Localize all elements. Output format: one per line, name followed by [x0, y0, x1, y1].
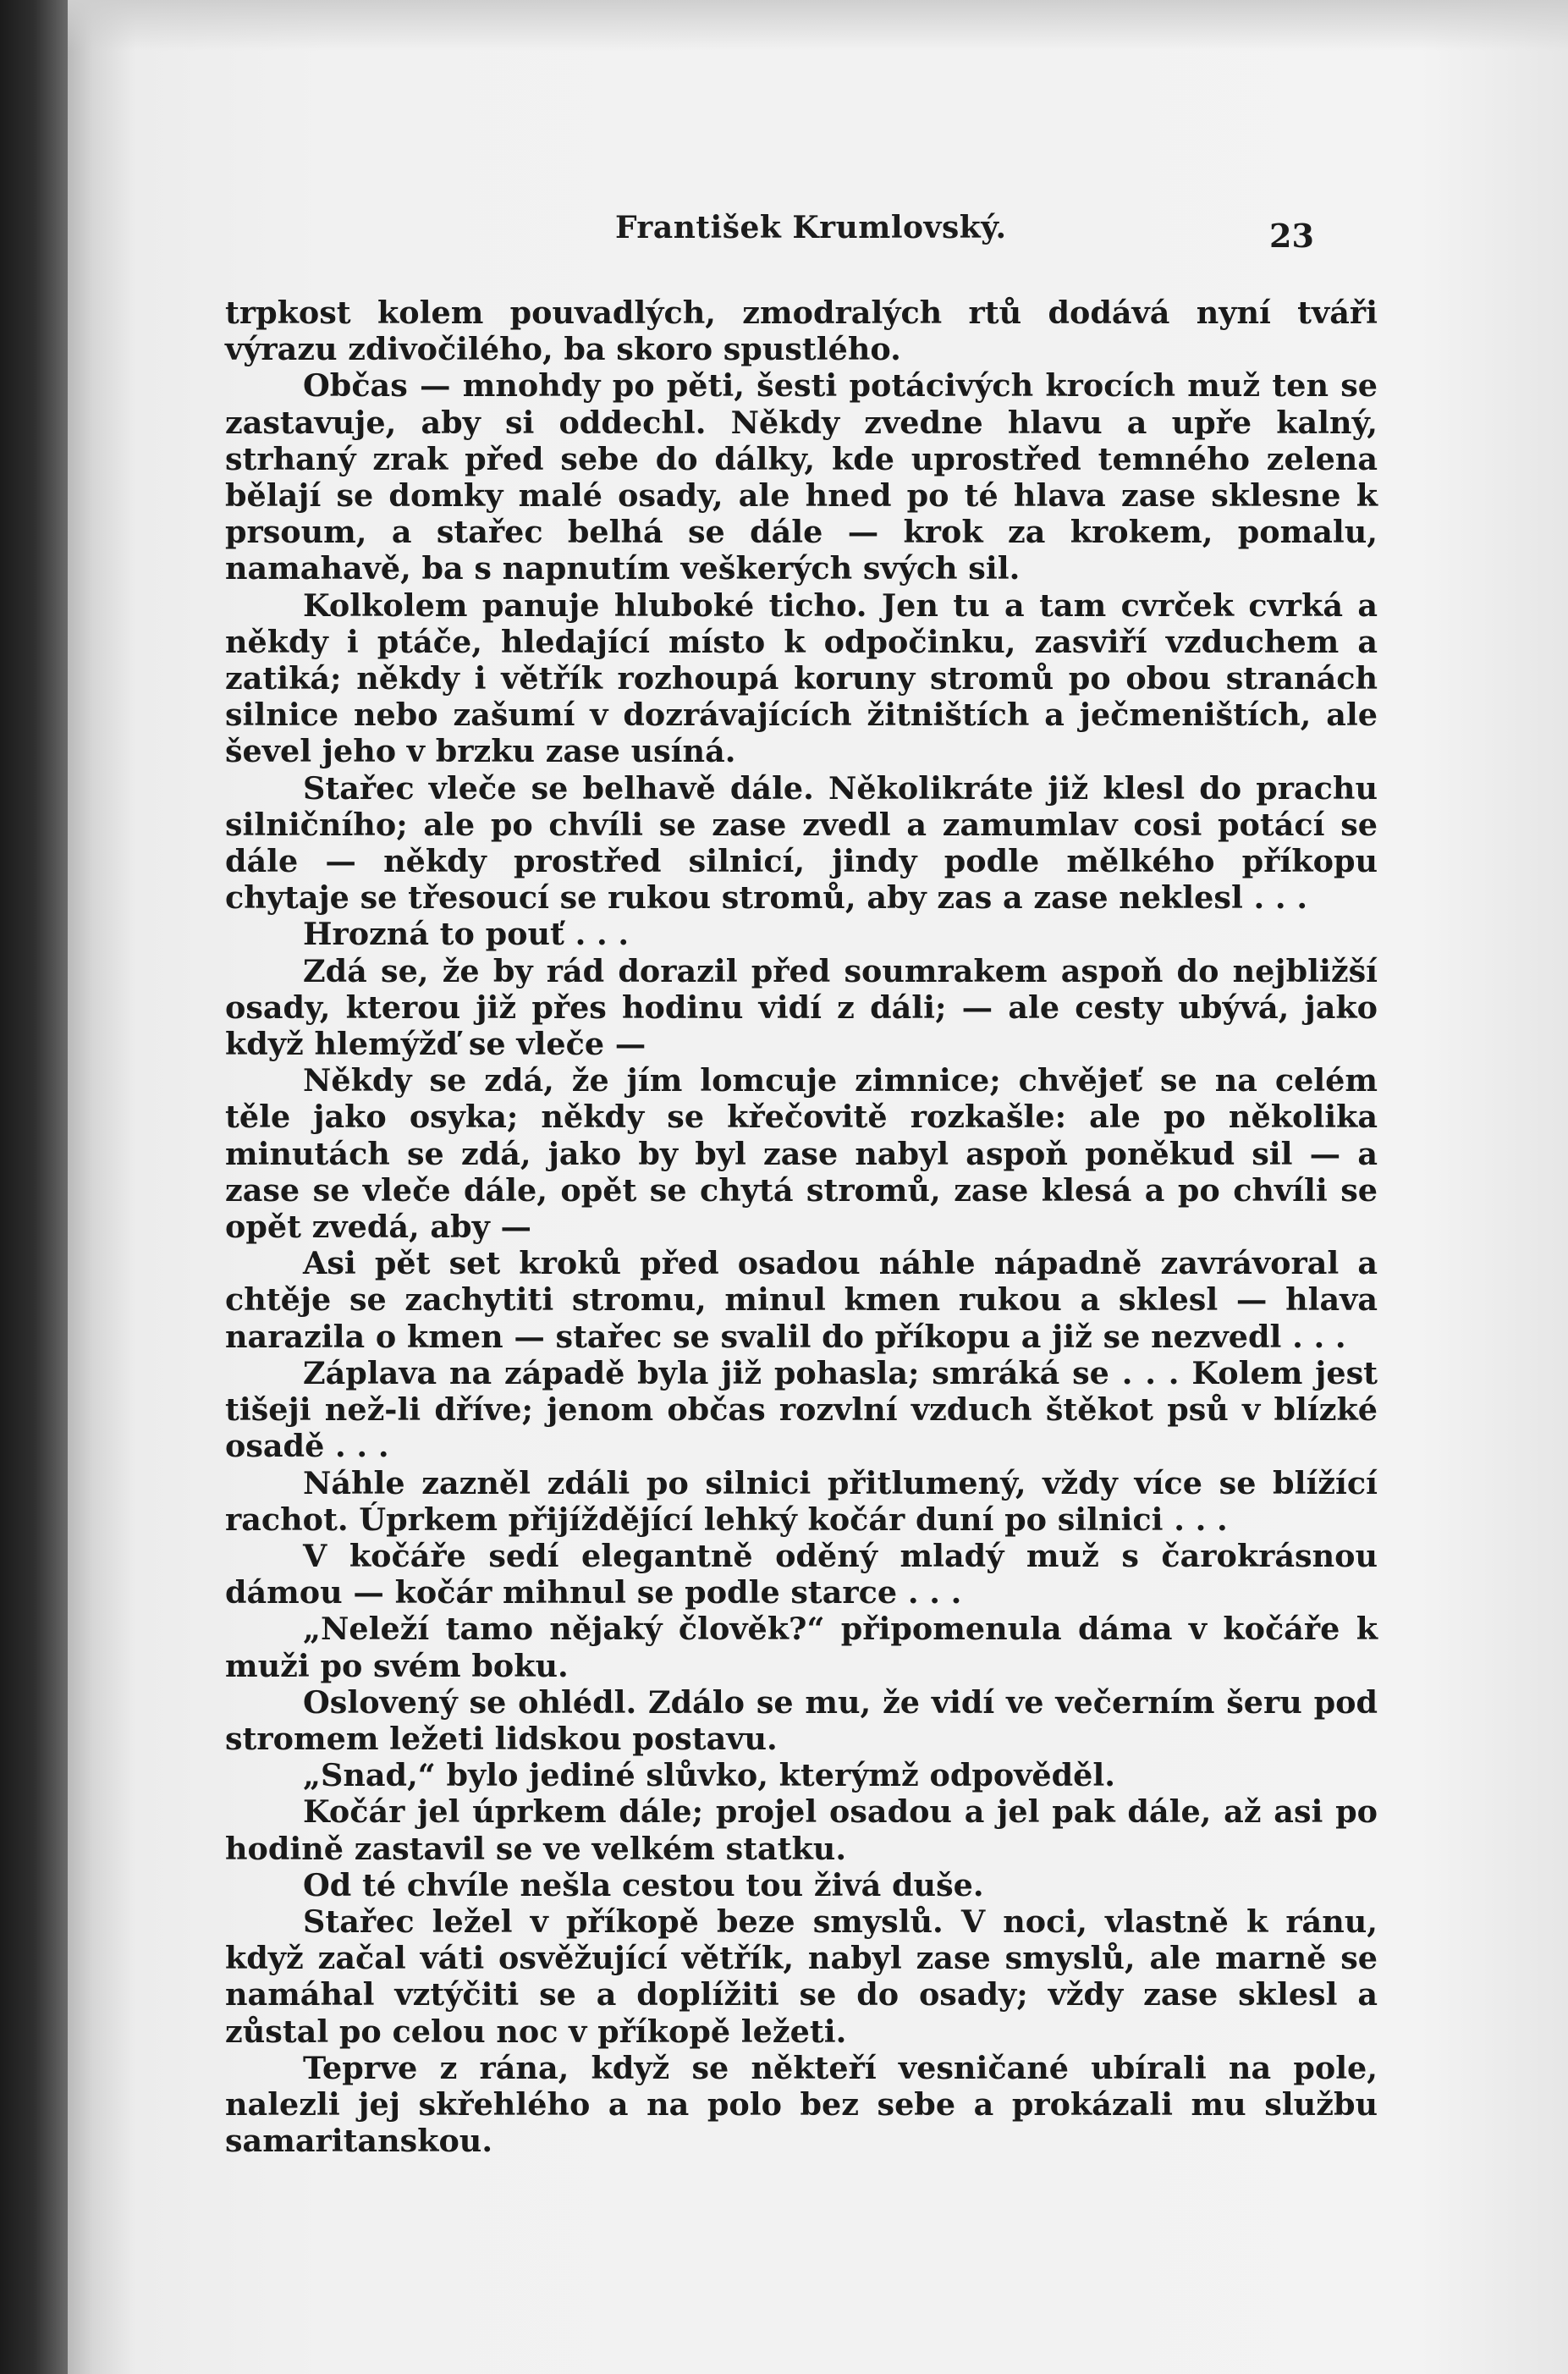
paragraph-10: Náhle zazněl zdáli po silnici přitlumený, vždy více se blížící rachot. Úprkem přijíždějící lehký kočár duní po silnici . . .: [225, 1464, 1378, 1538]
paragraph-8: Asi pět set kroků před osadou náhle nápadně zavrávoral a chtěje se zachytiti stromu, minul kmen rukou a sklesl — hlava narazila o kmen — stařec se svalil do příkopu a již se nezvedl . . .: [225, 1245, 1378, 1355]
paragraph-9: Záplava na západě byla již pohasla; smráká se . . . Kolem jest tišeji než-li dříve; jenom občas rozvlní vzduch štěkot psů v blízké osadě . . .: [225, 1354, 1378, 1465]
paragraph-11: V kočáře sedí elegantně oděný mladý muž s čarokrásnou dámou — kočár mihnul se podle starce . . .: [225, 1537, 1378, 1611]
paragraph-1: trpkost kolem pouvadlých, zmodralých rtů dodává nyní tváři výrazu zdivočilého, ba skoro spustlého.: [225, 295, 1378, 368]
paragraph-16: Od té chvíle nešla cestou tou živá duše.: [303, 1866, 984, 1903]
paragraph-5: Hrozná to pouť . . .: [303, 916, 630, 953]
paragraph-4: Stařec vleče se belhavě dále. Několikráte již klesl do prachu silničního; ale po chvíli se zase zvedl a zamumlav cosi potácí se dále — někdy prostřed silnicí, jindy podle mělkého příkopu chytaje se třesoucí se rukou stromů, aby zas a zase neklesl . . .: [225, 769, 1378, 917]
paragraph-6: Zdá se, že by rád dorazil před soumrakem aspoň do nejbližší osady, kterou již přes hodinu vidí z dáli; — ale cesty ubývá, jako když hlemýžď se vleče —: [225, 952, 1378, 1063]
paragraph-2: Občas — mnohdy po pěti, šesti potácivých krocích muž ten se zastavuje, aby si oddechl. Někdy zvedne hlavu a upře kalný, strhaný zrak před sebe do dálky, kde uprostřed temného zelena bělají se domky malé osady, ale hned po té hlava zase sklesne k prsoum, a stařec belhá se dále — krok za krokem, pomalu, namahavě, ba s napnutím veškerých svých sil.: [225, 367, 1378, 587]
running-head: František Krumlovský.: [615, 210, 1007, 245]
page-header: [68, 210, 1568, 261]
paragraph-7: Někdy se zdá, že jím lomcuje zimnice; chvějeť se na celém těle jako osyka; někdy se křečovitě rozkašle: ale po několika minutách se zdá, jako by byl zase nabyl aspoň poněkud sil — a zase se vleče dále, opět se chytá stromů, zase klesá a po chvíli se opět zvedá, aby —: [225, 1062, 1378, 1246]
paragraph-14: „Snad,“ bylo jediné slůvko, kterýmž odpověděl.: [303, 1757, 1115, 1794]
paragraph-13: Oslovený se ohlédl. Zdálo se mu, že vidí ve večerním šeru pod stromem ležeti lidskou postavu.: [225, 1683, 1378, 1757]
paragraph-3: Kolkolem panuje hluboké ticho. Jen tu a tam cvrček cvrká a někdy i ptáče, hledající místo k odpočinku, zasviří vzduchem a zatiká; někdy i větřík rozhoupá koruny stromů po obou stranách silnice nebo zašumí v dozrávajících žitništích a ječmeništích, ale ševel jeho v brzku zase usíná.: [225, 587, 1378, 770]
paragraph-12: „Neleží tamo nějaký člověk?“ připomenula dáma v kočáře k muži po svém boku.: [225, 1611, 1378, 1684]
paragraph-15: Kočár jel úprkem dále; projel osadou a jel pak dále, až asi po hodině zastavil se ve velkém statku.: [225, 1793, 1378, 1867]
book-page: [68, 0, 1568, 2374]
page-number: 23: [1269, 217, 1314, 255]
paragraph-18: Teprve z rána, když se někteří vesničané ubírali na pole, nalezli jej skřehlého a na polo bez sebe a prokázali mu službu samaritanskou.: [225, 2049, 1378, 2160]
body-text: [225, 295, 1378, 2159]
paragraph-17: Stařec ležel v příkopě beze smyslů. V noci, vlastně k ránu, když začal váti osvěžující větřík, nabyl zase smyslů, ale marně se namáhal vztýčiti se a doplížiti se do osady; vždy zase sklesl a zůstal po celou noc v příkopě ležeti.: [225, 1903, 1378, 2050]
